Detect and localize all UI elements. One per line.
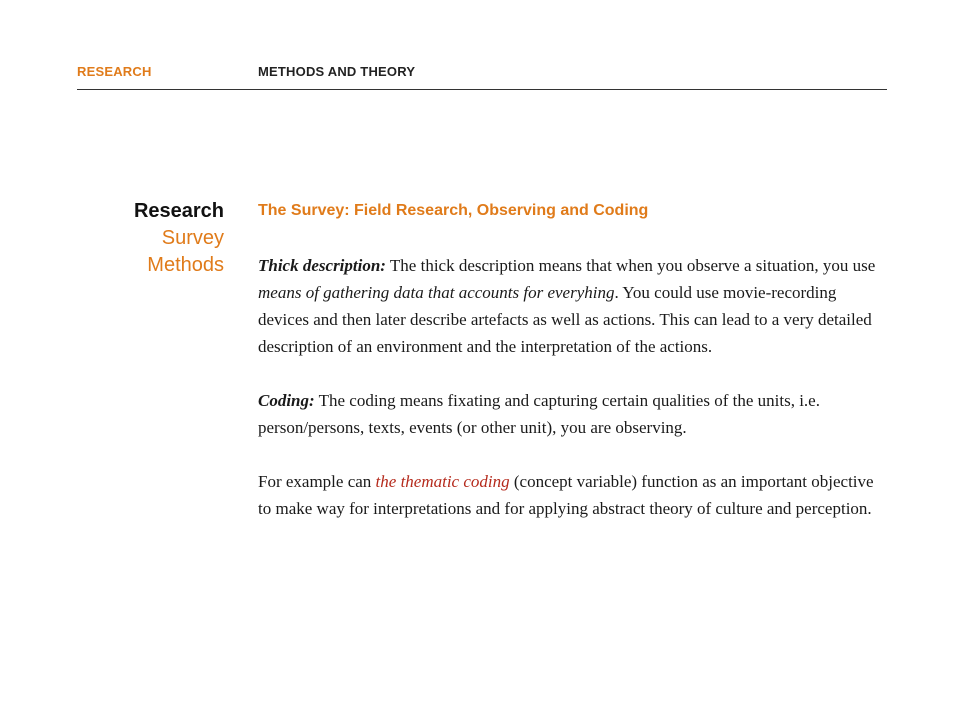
coding-paragraph <box>258 387 888 441</box>
coding-text: The coding means fixating and capturing certain qualities of the units, i.e. person/persons, texts, events (or other unit), you are observing. <box>258 391 820 437</box>
slide-title-line-1: Research <box>133 200 224 222</box>
thick-description-text-1: The thick description means that when you observe a situation, you use <box>385 256 876 275</box>
slide-title <box>134 198 224 279</box>
thick-description-emphasis: means of gathering data that accounts for everyhing <box>258 283 615 302</box>
coding-term: Coding: <box>258 391 315 410</box>
example-paragraph <box>258 468 888 522</box>
example-text-1: For example can <box>258 472 376 491</box>
content-heading: The Survey: Field Research, Observing and Coding <box>258 202 649 219</box>
section-label: RESEARCH <box>77 64 152 79</box>
thematic-coding-highlight: the thematic coding <box>375 472 510 491</box>
header-divider <box>77 89 887 90</box>
slide-title-line-2: Survey <box>161 227 224 249</box>
thick-description-text-2: . You could use movie-recording devices and then later describe artefacts as well as actions. This can lead to a very detailed description of an environment and the interpretation of the actions. <box>258 283 872 356</box>
thick-description-term: Thick description: <box>258 256 386 275</box>
topic-label: METHODS AND THEORY <box>258 64 416 79</box>
thick-description-paragraph <box>258 252 888 360</box>
main-content <box>258 200 888 549</box>
example-text-2: (concept variable) function as an important objective to make way for interpretations and for applying abstract theory of culture and perception. <box>258 472 874 518</box>
slide-title-line-3: Methods <box>147 254 224 276</box>
